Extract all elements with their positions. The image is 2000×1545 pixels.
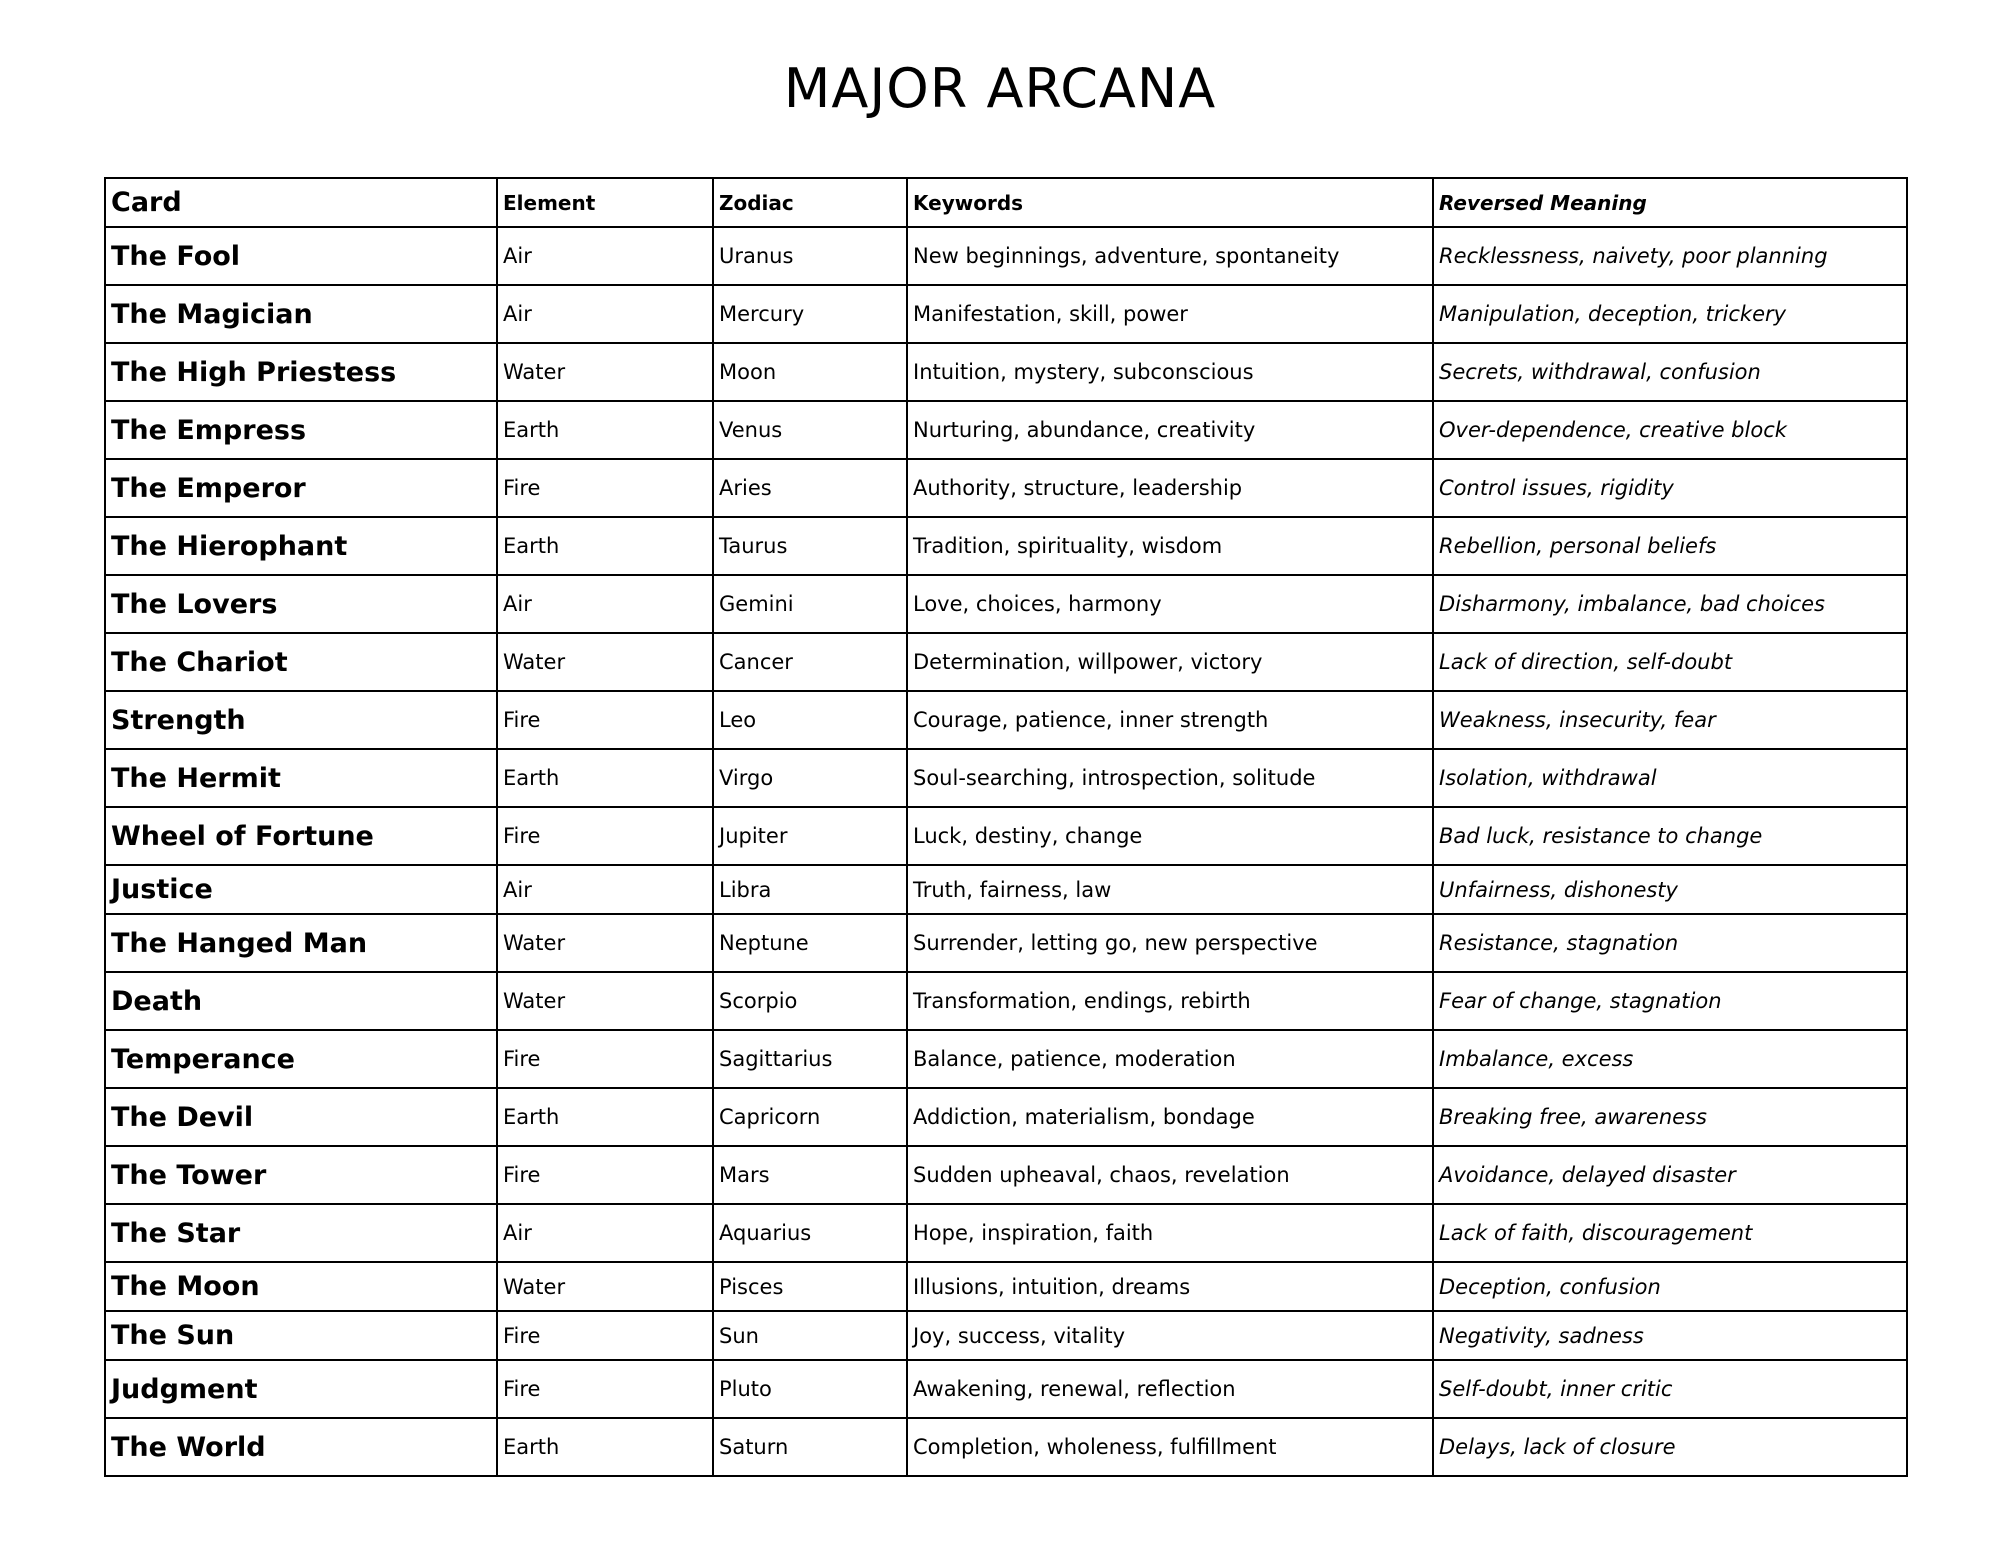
header-reversed-meaning: Reversed Meaning (1433, 178, 1907, 227)
zodiac-cell: Capricorn (713, 1088, 907, 1146)
card-name: The Moon (105, 1262, 497, 1311)
zodiac-cell: Mercury (713, 285, 907, 343)
reversed-meaning-cell: Unfairness, dishonesty (1433, 865, 1907, 914)
major-arcana-table (104, 177, 1908, 1477)
zodiac-cell: Gemini (713, 575, 907, 633)
table-row (105, 633, 1907, 691)
element-cell: Fire (497, 1311, 713, 1360)
element-cell: Air (497, 1204, 713, 1262)
reversed-meaning-cell: Isolation, withdrawal (1433, 749, 1907, 807)
card-name: The Star (105, 1204, 497, 1262)
keywords-cell: Intuition, mystery, subconscious (907, 343, 1433, 401)
card-name: Wheel of Fortune (105, 807, 497, 865)
zodiac-cell: Saturn (713, 1418, 907, 1476)
reversed-meaning-cell: Avoidance, delayed disaster (1433, 1146, 1907, 1204)
reversed-meaning-cell: Self-doubt, inner critic (1433, 1360, 1907, 1418)
table-row (105, 459, 1907, 517)
keywords-cell: Determination, willpower, victory (907, 633, 1433, 691)
reversed-meaning-cell: Weakness, insecurity, fear (1433, 691, 1907, 749)
reversed-meaning-cell: Recklessness, naivety, poor planning (1433, 227, 1907, 285)
reversed-meaning-cell: Manipulation, deception, trickery (1433, 285, 1907, 343)
card-name: The Magician (105, 285, 497, 343)
zodiac-cell: Pluto (713, 1360, 907, 1418)
table-row (105, 691, 1907, 749)
element-cell: Water (497, 343, 713, 401)
card-name: The World (105, 1418, 497, 1476)
keywords-cell: Transformation, endings, rebirth (907, 972, 1433, 1030)
card-name: The Hanged Man (105, 914, 497, 972)
keywords-cell: Manifestation, skill, power (907, 285, 1433, 343)
reversed-meaning-cell: Lack of direction, self-doubt (1433, 633, 1907, 691)
table-body (105, 227, 1907, 1476)
keywords-cell: New beginnings, adventure, spontaneity (907, 227, 1433, 285)
card-name: The Hierophant (105, 517, 497, 575)
table-row (105, 972, 1907, 1030)
element-cell: Earth (497, 1088, 713, 1146)
zodiac-cell: Aries (713, 459, 907, 517)
table-row (105, 914, 1907, 972)
card-name: The Hermit (105, 749, 497, 807)
table-row (105, 1030, 1907, 1088)
table-row (105, 285, 1907, 343)
card-name: Temperance (105, 1030, 497, 1088)
reversed-meaning-cell: Over-dependence, creative block (1433, 401, 1907, 459)
header-zodiac: Zodiac (713, 178, 907, 227)
table-row (105, 1311, 1907, 1360)
table-row (105, 517, 1907, 575)
zodiac-cell: Venus (713, 401, 907, 459)
element-cell: Air (497, 285, 713, 343)
element-cell: Fire (497, 1030, 713, 1088)
table-row (105, 1146, 1907, 1204)
element-cell: Water (497, 914, 713, 972)
keywords-cell: Surrender, letting go, new perspective (907, 914, 1433, 972)
element-cell: Earth (497, 517, 713, 575)
keywords-cell: Completion, wholeness, fulfillment (907, 1418, 1433, 1476)
table-row (105, 227, 1907, 285)
element-cell: Fire (497, 459, 713, 517)
card-name: The Lovers (105, 575, 497, 633)
keywords-cell: Sudden upheaval, chaos, revelation (907, 1146, 1433, 1204)
card-name: The Chariot (105, 633, 497, 691)
keywords-cell: Luck, destiny, change (907, 807, 1433, 865)
card-name: Strength (105, 691, 497, 749)
reversed-meaning-cell: Imbalance, excess (1433, 1030, 1907, 1088)
element-cell: Water (497, 633, 713, 691)
reversed-meaning-cell: Rebellion, personal beliefs (1433, 517, 1907, 575)
element-cell: Earth (497, 401, 713, 459)
reversed-meaning-cell: Negativity, sadness (1433, 1311, 1907, 1360)
zodiac-cell: Sagittarius (713, 1030, 907, 1088)
table-row (105, 1418, 1907, 1476)
keywords-cell: Nurturing, abundance, creativity (907, 401, 1433, 459)
table-row (105, 807, 1907, 865)
zodiac-cell: Mars (713, 1146, 907, 1204)
card-name: The Emperor (105, 459, 497, 517)
zodiac-cell: Neptune (713, 914, 907, 972)
header-keywords: Keywords (907, 178, 1433, 227)
card-name: The Tower (105, 1146, 497, 1204)
table-row (105, 343, 1907, 401)
element-cell: Air (497, 575, 713, 633)
reversed-meaning-cell: Disharmony, imbalance, bad choices (1433, 575, 1907, 633)
reversed-meaning-cell: Fear of change, stagnation (1433, 972, 1907, 1030)
reversed-meaning-cell: Breaking free, awareness (1433, 1088, 1907, 1146)
reversed-meaning-cell: Secrets, withdrawal, confusion (1433, 343, 1907, 401)
element-cell: Earth (497, 749, 713, 807)
element-cell: Air (497, 227, 713, 285)
zodiac-cell: Taurus (713, 517, 907, 575)
zodiac-cell: Uranus (713, 227, 907, 285)
table-row (105, 865, 1907, 914)
table-row (105, 401, 1907, 459)
table-row (105, 1360, 1907, 1418)
page-title: MAJOR ARCANA (783, 57, 1217, 120)
element-cell: Fire (497, 1146, 713, 1204)
element-cell: Air (497, 865, 713, 914)
zodiac-cell: Cancer (713, 633, 907, 691)
keywords-cell: Authority, structure, leadership (907, 459, 1433, 517)
card-name: Judgment (105, 1360, 497, 1418)
zodiac-cell: Sun (713, 1311, 907, 1360)
reversed-meaning-cell: Control issues, rigidity (1433, 459, 1907, 517)
table-row (105, 575, 1907, 633)
card-name: The Devil (105, 1088, 497, 1146)
zodiac-cell: Jupiter (713, 807, 907, 865)
keywords-cell: Hope, inspiration, faith (907, 1204, 1433, 1262)
element-cell: Fire (497, 691, 713, 749)
zodiac-cell: Virgo (713, 749, 907, 807)
card-name: Death (105, 972, 497, 1030)
keywords-cell: Awakening, renewal, reflection (907, 1360, 1433, 1418)
keywords-cell: Illusions, intuition, dreams (907, 1262, 1433, 1311)
reversed-meaning-cell: Delays, lack of closure (1433, 1418, 1907, 1476)
header-card: Card (105, 178, 497, 227)
header-element: Element (497, 178, 713, 227)
keywords-cell: Truth, fairness, law (907, 865, 1433, 914)
keywords-cell: Love, choices, harmony (907, 575, 1433, 633)
keywords-cell: Tradition, spirituality, wisdom (907, 517, 1433, 575)
table-row (105, 1262, 1907, 1311)
table-row (105, 1088, 1907, 1146)
card-name: The High Priestess (105, 343, 497, 401)
zodiac-cell: Moon (713, 343, 907, 401)
zodiac-cell: Leo (713, 691, 907, 749)
element-cell: Fire (497, 1360, 713, 1418)
table-row (105, 749, 1907, 807)
keywords-cell: Addiction, materialism, bondage (907, 1088, 1433, 1146)
zodiac-cell: Aquarius (713, 1204, 907, 1262)
card-name: The Fool (105, 227, 497, 285)
zodiac-cell: Libra (713, 865, 907, 914)
card-name: The Empress (105, 401, 497, 459)
table-header-row (105, 178, 1907, 227)
keywords-cell: Soul-searching, introspection, solitude (907, 749, 1433, 807)
table-row (105, 1204, 1907, 1262)
card-name: The Sun (105, 1311, 497, 1360)
card-name: Justice (105, 865, 497, 914)
reversed-meaning-cell: Deception, confusion (1433, 1262, 1907, 1311)
reversed-meaning-cell: Bad luck, resistance to change (1433, 807, 1907, 865)
element-cell: Water (497, 1262, 713, 1311)
element-cell: Water (497, 972, 713, 1030)
keywords-cell: Joy, success, vitality (907, 1311, 1433, 1360)
reversed-meaning-cell: Resistance, stagnation (1433, 914, 1907, 972)
zodiac-cell: Scorpio (713, 972, 907, 1030)
element-cell: Earth (497, 1418, 713, 1476)
keywords-cell: Balance, patience, moderation (907, 1030, 1433, 1088)
reversed-meaning-cell: Lack of faith, discouragement (1433, 1204, 1907, 1262)
element-cell: Fire (497, 807, 713, 865)
keywords-cell: Courage, patience, inner strength (907, 691, 1433, 749)
zodiac-cell: Pisces (713, 1262, 907, 1311)
